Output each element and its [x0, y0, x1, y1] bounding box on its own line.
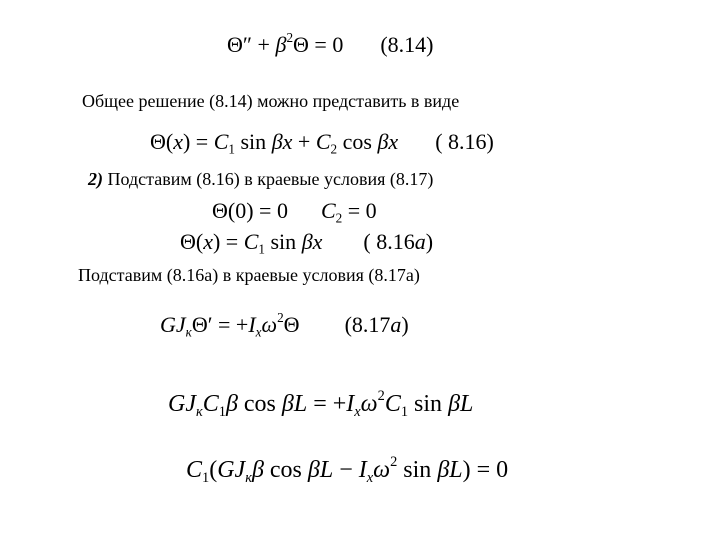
equation-8-17a — [160, 310, 409, 340]
equation-8-17a-label: (8.17a) — [344, 312, 409, 337]
characteristic-equation: $C_1(GJ_к\beta$ $\cos \beta L - I_x\omega^2$ sin βL) = 0 — [186, 454, 509, 487]
equation-8-14-label: (8.14) — [380, 32, 434, 57]
equation-8-16a-label: ( 8.16a) — [363, 229, 434, 254]
boundary-condition-equation: Θ(0) = 0 $C_2 = 0$ — [212, 198, 377, 226]
equation-8-16-label: ( 8.16) — [435, 129, 494, 154]
equation-8-16 — [150, 129, 494, 157]
equation-8-16-body: $\Theta(x) = C_1$ $\sin \beta x + C_2$ cos βx — [150, 129, 399, 157]
substituted-equation: $GJ_кC_1\beta$ $\cos \beta L = +I_x\omega^2C_1$ sin βL — [168, 388, 474, 421]
general-solution-text: Общее решение (8.14) можно представить в виде — [82, 91, 460, 111]
step-2-body: Подставим (8.16) в краевые условия (8.17) — [103, 169, 434, 189]
equation-8-14 — [227, 30, 434, 57]
substitute-text: Подставим (8.16а) в краевые условия (8.17а) — [78, 265, 420, 285]
equation-8-14-body: $\Theta'' + \beta^2\Theta = 0$ — [227, 30, 344, 57]
equation-8-16a — [180, 229, 434, 257]
equation-8-17a-body: $GJ_к\Theta' = +I_x\omega^2\Theta$ — [160, 310, 300, 340]
equation-8-16a-body: $\Theta(x) = C_1$ sin βx — [180, 229, 323, 257]
step-2-marker: 2) — [88, 169, 103, 189]
step-2-text — [88, 170, 433, 188]
